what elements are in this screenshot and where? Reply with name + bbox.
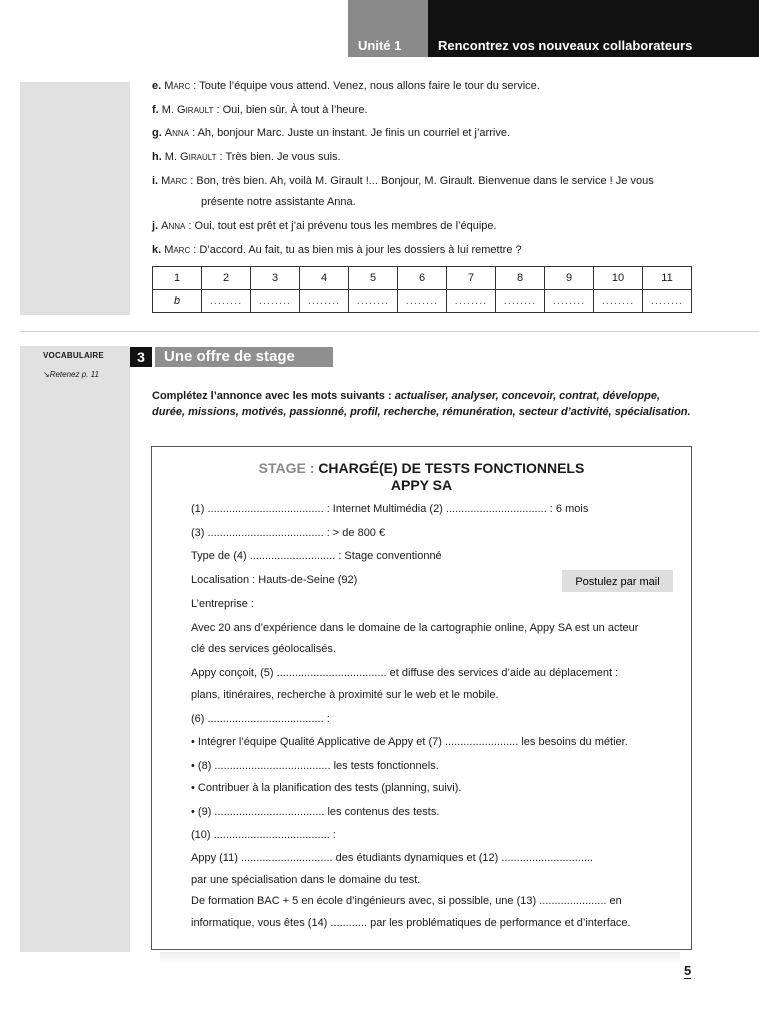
reference-link[interactable] xyxy=(43,370,99,379)
offer-line: (1) ...................................... : Internet Multimédia (2) ................................. : 6 mois xyxy=(191,503,589,515)
line-text: : Oui, bien sûr. À tout à l’heure. xyxy=(213,104,368,116)
instructions-words: actualiser, analyser, concevoir, contrat, développe, durée, missions, motivés, passionné, profil, recherche, rémunération, secteur d’activité, spécialisation. xyxy=(152,390,691,418)
stage-label: STAGE : xyxy=(258,460,315,476)
exercise-instructions xyxy=(152,389,692,420)
offer-line: Avec 20 ans d’expérience dans le domaine de la cartographie online, Appy SA est un acteur xyxy=(191,622,639,634)
box-shadow xyxy=(160,952,680,962)
offer-line: (3) ...................................... : > de 800 € xyxy=(191,527,386,539)
table-cell: 6 xyxy=(398,267,447,290)
dialogue-line-j xyxy=(152,219,712,233)
line-letter: i. xyxy=(152,175,159,187)
table-cell: 1 xyxy=(153,267,202,290)
speaker: Marc xyxy=(164,244,191,256)
table-cell: 3 xyxy=(251,267,300,290)
line-text: : Très bien. Je vous suis. xyxy=(216,151,341,163)
answer-table-answers-row xyxy=(153,290,692,313)
answer-cell[interactable]: ........ xyxy=(594,290,643,313)
unit-title: Rencontrez vos nouveaux collaborateurs xyxy=(428,0,759,57)
line-letter: k. xyxy=(152,244,162,256)
line-letter: g. xyxy=(152,127,162,139)
table-cell: 11 xyxy=(643,267,692,290)
offer-line: clé des services géolocalisés. xyxy=(191,643,336,655)
table-cell: 5 xyxy=(349,267,398,290)
line-text: : Oui, tout est prêt et j’ai prévenu tous les membres de l’équipe. xyxy=(185,220,497,232)
offer-line: (6) ...................................... : xyxy=(191,713,330,725)
answer-table-numbers-row xyxy=(153,267,692,290)
line-letter: f. xyxy=(152,104,159,116)
offer-line: Type de (4) ............................ : Stage conventionné xyxy=(191,550,442,562)
line-text: : Ah, bonjour Marc. Juste un instant. Je finis un courriel et j’arrive. xyxy=(189,127,510,139)
table-cell: 8 xyxy=(496,267,545,290)
unit-label: Unité 1 xyxy=(348,0,428,57)
table-cell: 2 xyxy=(202,267,251,290)
exercise-title: Une offre de stage xyxy=(155,347,333,367)
table-cell: 10 xyxy=(594,267,643,290)
answer-cell[interactable]: ........ xyxy=(643,290,692,313)
dialogue-line-i-cont: présente notre assistante Anna. xyxy=(201,196,356,208)
answer-cell[interactable]: ........ xyxy=(545,290,594,313)
answer-cell[interactable]: ........ xyxy=(496,290,545,313)
offer-line: • (8) ...................................... les tests fonctionnels. xyxy=(191,760,439,772)
line-text: : Bon, très bien. Ah, voilà M. Girault !... Bonjour, M. Girault. Bienvenue dans le service ! Je vous xyxy=(187,175,654,187)
reference-text: Retenez p. 11 xyxy=(49,370,99,379)
margin-band-top xyxy=(20,82,130,315)
page-number: 5 xyxy=(684,963,692,978)
offer-title xyxy=(151,460,692,494)
offer-line: • (9) .................................... les contenus des tests. xyxy=(191,806,440,818)
dialogue-line-g xyxy=(152,126,712,140)
answer-cell[interactable]: ........ xyxy=(398,290,447,313)
table-cell: 4 xyxy=(300,267,349,290)
offer-position: CHARGÉ(E) DE TESTS FONCTIONNELS xyxy=(318,460,585,476)
dialogue-line-e xyxy=(152,79,712,93)
dialogue-line-i xyxy=(152,174,712,188)
answer-cell[interactable]: ........ xyxy=(349,290,398,313)
offer-line: (10) ...................................... : xyxy=(191,829,336,841)
line-text: : Toute l’équipe vous attend. Venez, nous allons faire le tour du service. xyxy=(190,80,540,92)
offer-line: informatique, vous êtes (14) ............ par les problématiques de performance et d’interface. xyxy=(191,917,631,929)
offer-line: Localisation : Hauts-de-Seine (92) xyxy=(191,574,358,586)
line-text: : D’accord. Au fait, tu as bien mis à jour les dossiers à lui remettre ? xyxy=(190,244,522,256)
dialogue-line-k xyxy=(152,243,712,257)
apply-by-mail-button[interactable]: Postulez par mail xyxy=(562,570,673,592)
speaker: M. Girault xyxy=(164,151,217,163)
speaker: M. Girault xyxy=(161,104,214,116)
speaker: Marc xyxy=(164,80,191,92)
answer-cell[interactable]: ........ xyxy=(251,290,300,313)
offer-line: • Intégrer l’équipe Qualité Applicative de Appy et (7) ........................ les besoins du métier. xyxy=(191,736,628,748)
line-letter: j. xyxy=(152,220,159,232)
offer-line: De formation BAC + 5 en école d’ingénieurs avec, si possible, une (13) ...................... en xyxy=(191,895,622,907)
speaker: Anna xyxy=(161,220,186,232)
vocabulary-label: VOCABULAIRE xyxy=(43,351,104,360)
answer-cell[interactable]: ........ xyxy=(202,290,251,313)
offer-line: Appy (11) .............................. des étudiants dynamiques et (12) .............................. xyxy=(191,852,594,864)
line-letter: h. xyxy=(152,151,162,163)
answer-cell[interactable]: ........ xyxy=(447,290,496,313)
margin-band-bottom xyxy=(20,346,130,952)
arrow-down-right-icon: ↘ xyxy=(43,370,50,379)
answer-table xyxy=(152,266,692,313)
table-cell: 9 xyxy=(545,267,594,290)
offer-line: plans, itinéraires, recherche à proximité sur le web et le mobile. xyxy=(191,689,499,701)
exercise-number: 3 xyxy=(130,347,152,367)
section-divider xyxy=(20,331,759,332)
answer-cell[interactable]: ........ xyxy=(300,290,349,313)
offer-line: L’entreprise : xyxy=(191,598,254,610)
instructions-lead: Complétez l’annonce avec les mots suivants : xyxy=(152,390,395,402)
speaker: Anna xyxy=(164,127,190,139)
answer-cell[interactable]: b xyxy=(153,290,202,313)
dialogue-line-h xyxy=(152,150,712,164)
line-letter: e. xyxy=(152,80,162,92)
table-cell: 7 xyxy=(447,267,496,290)
offer-company: APPY SA xyxy=(390,477,453,493)
dialogue-line-f xyxy=(152,103,712,117)
offer-line: • Contribuer à la planification des tests (planning, suivi). xyxy=(191,782,462,794)
speaker: Marc xyxy=(161,175,188,187)
offer-line: par une spécialisation dans le domaine du test. xyxy=(191,874,421,886)
offer-line: Appy conçoit, (5) .................................... et diffuse des services d’aide au déplacement : xyxy=(191,667,619,679)
